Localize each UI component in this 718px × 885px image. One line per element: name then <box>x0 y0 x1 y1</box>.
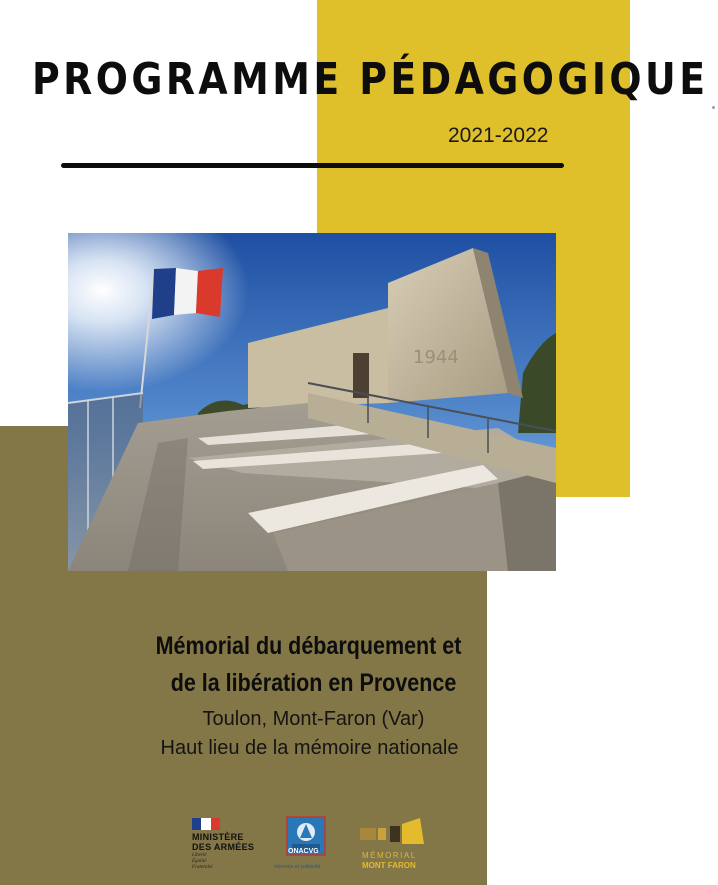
decorative-dot <box>712 106 715 109</box>
ministere-armees-logo <box>192 818 264 872</box>
ministere-motto-3: Fraternité <box>192 865 213 870</box>
memorial-logo-line2: MONT FARON <box>362 861 416 870</box>
french-republic-flag-icon <box>192 818 220 830</box>
ministere-line2: DES ARMÉES <box>192 842 255 852</box>
onacvg-tagline: mémoire et solidarité <box>274 864 321 870</box>
ministere-motto-2: Égalité <box>192 859 207 864</box>
memorial-photo <box>68 233 556 571</box>
memorial-heading-line2: de la libération en Provence <box>170 669 457 697</box>
ministere-line1: MINISTÈRE <box>192 832 244 842</box>
ministere-motto-1: Liberté <box>192 853 207 858</box>
location-text: Toulon, Mont-Faron (Var) <box>202 708 425 730</box>
svg-text:1944: 1944 <box>413 347 459 368</box>
onacvg-logo <box>274 816 338 874</box>
memorial-heading-line1: Mémorial du débarquement et <box>155 632 462 660</box>
memorial-logo-line1: MÉMORIAL <box>362 851 417 860</box>
page-title: PROGRAMME PÉDAGOGIQUE <box>32 54 709 105</box>
memorial-mont-faron-logo <box>360 818 428 872</box>
memorial-emblem-icon <box>360 818 426 850</box>
school-year: 2021-2022 <box>448 124 549 147</box>
tagline-text: Haut lieu de la mémoire nationale <box>160 737 459 759</box>
title-divider <box>61 163 564 168</box>
onacvg-name: ONACVG <box>288 848 319 855</box>
